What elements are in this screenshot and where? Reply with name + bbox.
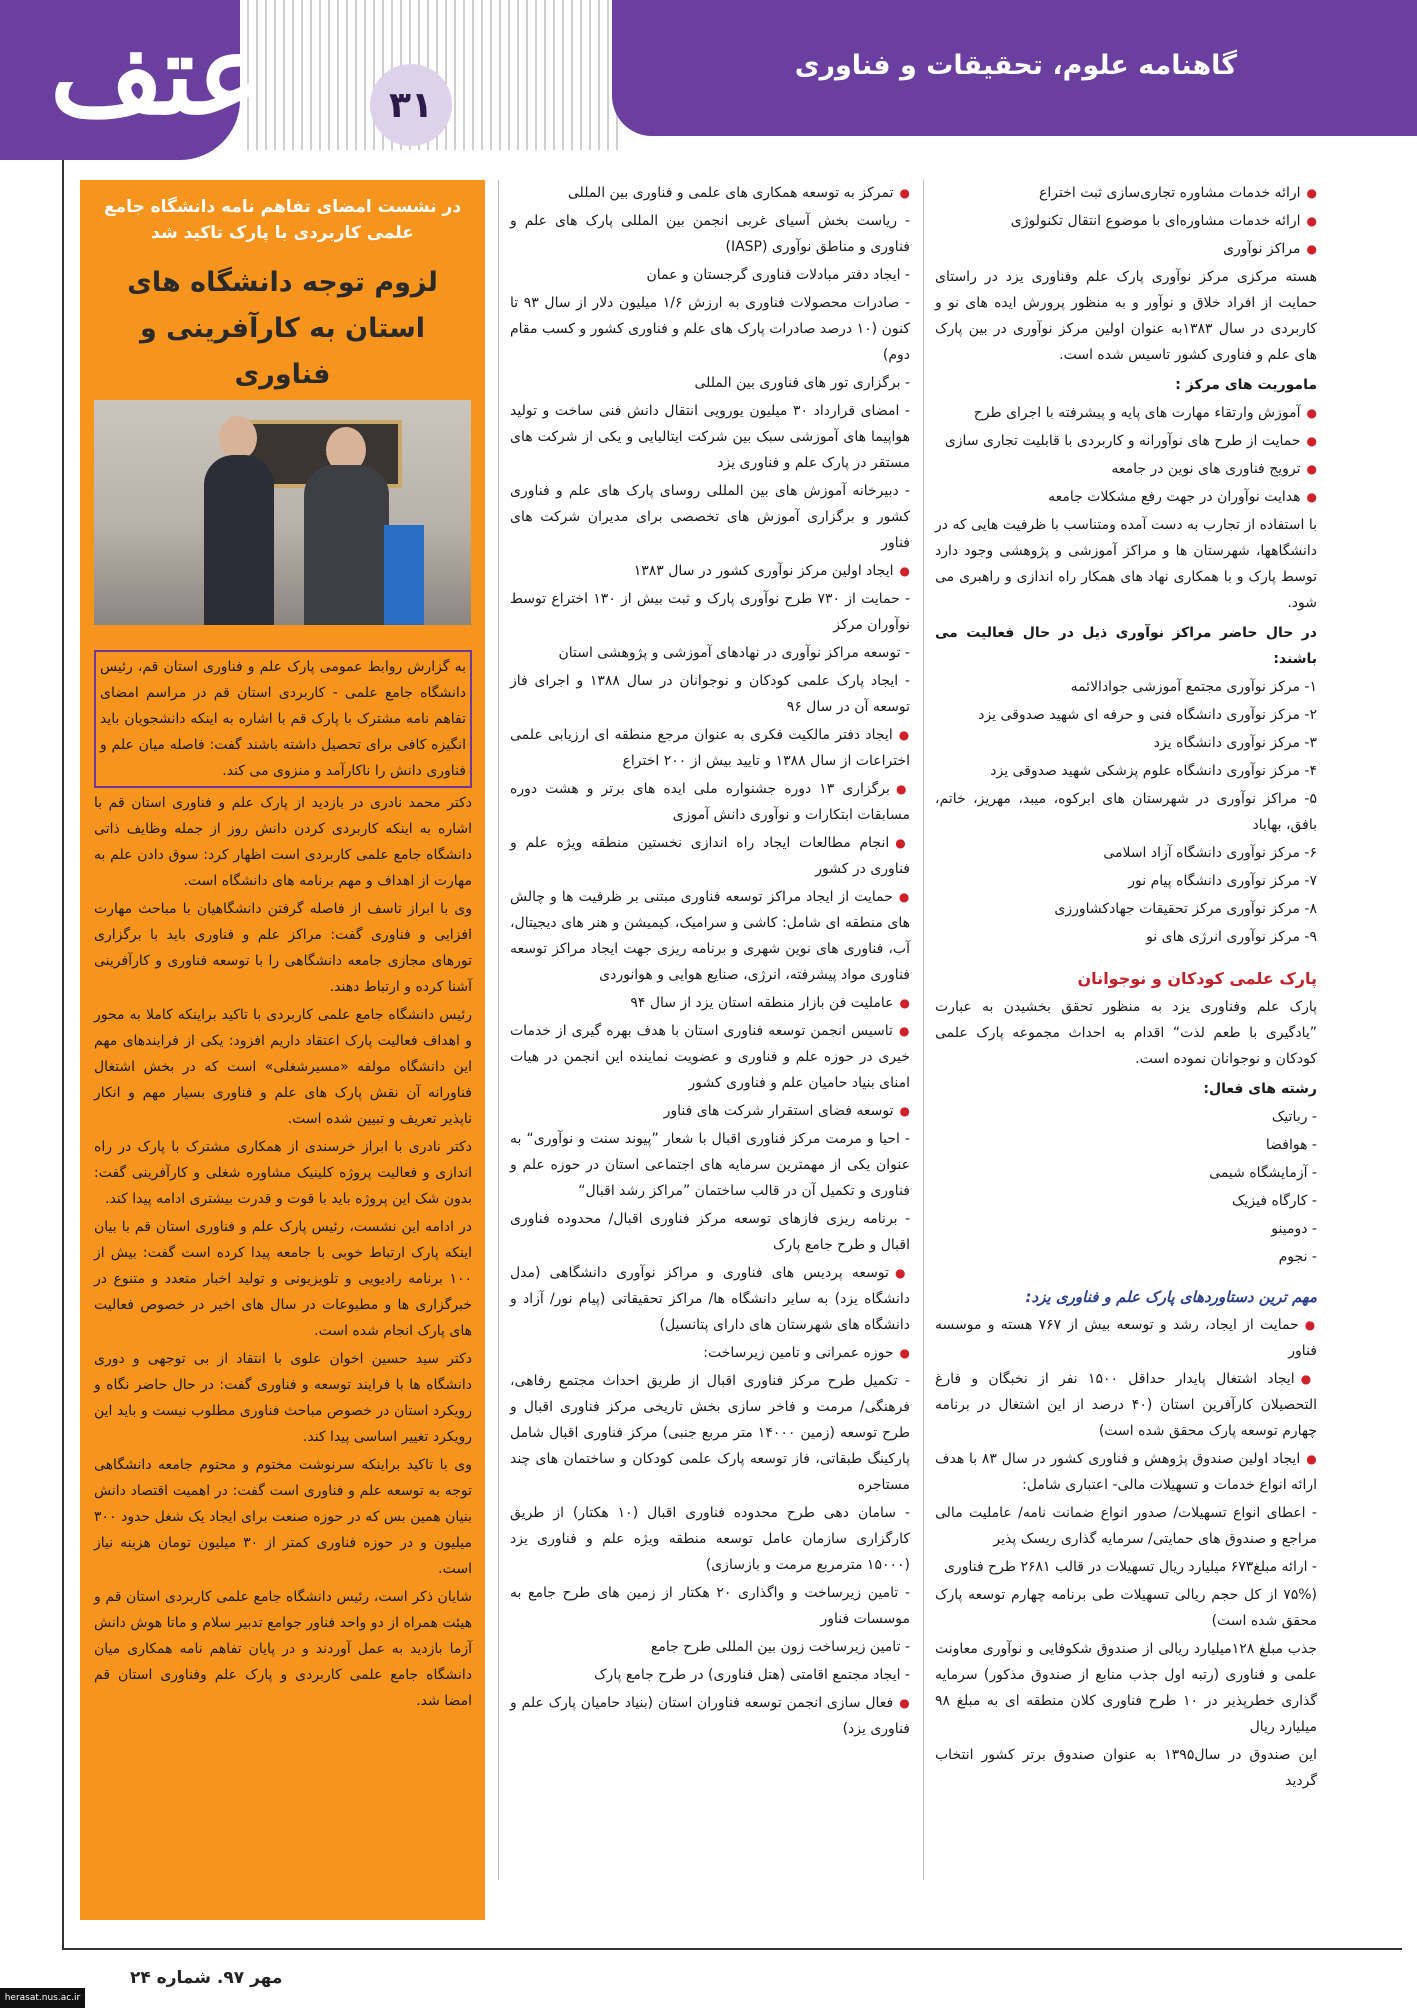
bullet-item: ● حمایت از طرح های نوآورانه و کاربردی با قابلیت تجاری سازی xyxy=(935,428,1317,454)
dash-item: - حمایت از ۷۳۰ طرح نوآوری پارک و ثبت بیش از ۱۳۰ اختراع توسط نوآوران مرکز xyxy=(510,586,910,638)
dash-item: - احیا و مرمت مرکز فناوری اقبال با شعار ”پیوند سنت و نوآوری“ به عنوان یکی از مهمترین سرمایه های اجتماعی استان در حوزه علم و فناوری و تکمیل آن در قالب ساختمان ”مراکز رشد اقبال“ xyxy=(510,1126,910,1204)
bullet-item: ● مراکز نوآوری xyxy=(935,236,1317,262)
bullet-item: ● عاملیت فن بازار منطقه استان یزد از سال ۹۴ xyxy=(510,990,910,1016)
paragraph: هسته مرکزی مرکز نوآوری پارک علم وفناوری یزد در راستای حمایت از افراد خلاق و نوآور و به منظور پرورش ایده های نو و کاربردی در سال ۱۳۸۳به عنوان اولین مرکز نوآوری در بین پارک های علم و فناوری کشور تاسیس شده است. xyxy=(935,269,1317,363)
dash-item: - دبیرخانه آموزش های بین المللی روسای پارک های علم و فناوری کشور و برگزاری آموزش های تخصصی برای مدیران شرکت های فناور xyxy=(510,478,910,556)
dash-item: - ایجاد مجتمع اقامتی (هتل فناوری) در طرح جامع پارک xyxy=(510,1662,910,1688)
paragraph: با استفاده از تجارب به دست آمده ومتناسب با ظرفیت هایی که در دانشگاهها، شهرستان ها و مراکز آموزشی و پژوهشی وجود دارد توسط پارک و با همکاری نهاد های همکار راه اندازی و راهبری می شود. xyxy=(935,517,1317,611)
bullet-item: ● ترویج فناوری های نوین در جامعه xyxy=(935,456,1317,482)
issue-footer: مهر ۹۷. شماره ۲۴ xyxy=(130,1968,283,1988)
photo-person xyxy=(304,465,389,625)
article-paragraph: رئیس دانشگاه جامع علمی کاربردی با تاکید براینکه کاملا به محور و اهداف فعالیت پارک اعتقاد داریم افزود: یکی از فرایندهای مهم این دانشگاه مولفه «مسیرشغلی» است که در بخش اشتغال فناورانه آن نقش پارک های علم و فناوری بسیار مهم و انکار ناپذیر تعریف و تبیین شده است. xyxy=(94,1007,472,1127)
bullet-item: ● توسعه پردیس های فناوری و مراکز نوآوری دانشگاهی (مدل دانشگاه یزد) به سایر دانشگاه ها/ مراکز تحقیقاتی (پیام نور/ آزاد و دانشگاه های شهرستان های دارای پتانسیل) xyxy=(510,1260,910,1338)
article-paragraph: دکتر نادری با ابراز خرسندی از همکاری مشترک با پارک در راه اندازی و فعالیت پروژه کلینیک مشاوره شغلی و کارآفرینی گفت: بدون شک این پروژه باید با قوت و قدرت بیشتری ادامه پیدا کند. xyxy=(94,1139,472,1207)
article-subtitle: در نشست امضای تفاهم نامه دانشگاه جامع علمی کاربردی با پارک تاکید شد xyxy=(103,197,462,243)
logo: عتف xyxy=(50,10,263,139)
article-photo xyxy=(94,400,471,625)
photo-person xyxy=(204,455,274,625)
bullet-item: ● ایجاد اولین صندوق پژوهش و فناوری کشور در سال ۸۳ با هدف ارائه انواع خدمات و تسهیلات مالی- اعتباری شامل: xyxy=(935,1446,1317,1498)
paragraph: ۹- مرکز نوآوری انرژی های نو xyxy=(1146,929,1317,945)
bullet-item: ● حمایت از ایجاد، رشد و توسعه بیش از ۷۶۷ هسته و موسسه فناور xyxy=(935,1312,1317,1364)
dash-item: - ارائه مبلغ۶۷۳ میلیارد ریال تسهیلات در قالب ۲۶۸۱ طرح فناوری xyxy=(935,1554,1317,1580)
dash-item: - رباتیک xyxy=(935,1104,1317,1130)
magazine-title: گاهنامه علوم، تحقیقات و فناوری xyxy=(794,50,1237,81)
magazine-header-band xyxy=(612,0,1417,136)
section-heading: پارک علمی کودکان و نوجوانان xyxy=(1077,969,1317,988)
dash-item: - ایجاد پارک علمی کودکان و نوجوانان در سال ۱۳۸۸ و اجرای فاز توسعه آن در سال ۹۶ xyxy=(510,668,910,720)
paragraph: جذب مبلغ ۱۲۸میلیارد ریالی از صندوق شکوفایی و نوآوری معاونت علمی و فناوری (رتبه اول جذب منابع از صندوق مذکور) سرمایه گذاری خطرپذیر در ۱۰ طرح فناوری کلان منطقه ای به مبلغ ۹۸ میلیارد ریال xyxy=(935,1641,1317,1735)
paragraph: (۷۵% از کل حجم ریالی تسهیلات طی برنامه چهارم توسعه پارک محقق شده است) xyxy=(935,1587,1317,1629)
dash-item: - برنامه ریزی فازهای توسعه مرکز فناوری اقبال/ محدوده فناوری اقبال و طرح جامع پارک xyxy=(510,1206,910,1258)
bullet-item: ● انجام مطالعات ایجاد راه اندازی نخستین منطقه ویژه علم و فناوری در کشور xyxy=(510,830,910,882)
dash-item: - صادرات محصولات فناوری به ارزش ۱/۶ میلیون دلار از سال ۹۳ تا کنون (۱۰ درصد صادرات پارک های علم و فناوری کشور و کسب مقام دوم) xyxy=(510,290,910,368)
column-divider-2 xyxy=(498,180,499,1880)
dash-item: - اعطای انواع تسهیلات/ صدور انواع ضمانت نامه/ عاملیت مالی مراجع و صندوق های حمایتی/ سرمایه گذاری ریسک پذیر xyxy=(935,1500,1317,1552)
section-heading: در حال حاضر مراکز نوآوری ذیل در حال فعالیت می باشند: xyxy=(935,625,1317,667)
bullet-item: ● ارائه خدمات مشاوره تجاری‌سازی ثبت اختراع xyxy=(935,180,1317,206)
dash-item: - تکمیل طرح مرکز فناوری اقبال از طریق احداث مجتمع رفاهی، فرهنگی/ مرمت و فاخر سازی بخش تاریخی مرکز فناوری اقبال و طرح توسعه (زمین ۱۴۰۰۰ متر مربع جنبی) مرکز فناوری اقبال شامل پارکینگ طبقاتی، فاز توسعه پارک علمی کودکان و ساختمان های چند مستاجره xyxy=(510,1368,910,1498)
bullet-item: ● ارائه خدمات مشاوره‌ای با موضوع انتقال تکنولوژی xyxy=(935,208,1317,234)
article-paragraph: شایان ذکر است، رئیس دانشگاه جامع علمی کاربردی استان قم و هیئت همراه از دو واحد فناور جوامع تدبیر سلام و ماتا هوش دانش آزما بازدید به عمل آوردند و در پایان تفاهم نامه همکاری میان دانشگاه جامع علمی کاربردی و پارک علم وفناوری استان قم امضا شد. xyxy=(94,1589,472,1709)
article-headline: لزوم توجه دانشگاه های استان به کارآفرینی و فناوری xyxy=(127,267,438,390)
dash-item: - برگزاری تور های فناوری بین المللی xyxy=(510,370,910,396)
dash-item: - نجوم xyxy=(935,1244,1317,1270)
bullet-item: ● فعال سازی انجمن توسعه فناوران استان (بنیاد حامیان پارک علم و فناوری یزد) xyxy=(510,1690,910,1742)
column-middle xyxy=(510,180,910,1744)
article-paragraph: در ادامه این نشست، رئیس پارک علم و فناوری استان قم با بیان اینکه پارک ارتباط خوبی با جامعه پیدا کرده است گفت: بیش از ۱۰۰ برنامه رادیویی و تلویزیونی و تولید اخبار متعدد و متنوع در خبرگزاری ها و مطبوعات در سال های اخیر در خصوص فعالیت های پارک انجام شده است. xyxy=(94,1219,472,1339)
photo-banner xyxy=(384,525,424,625)
watermark: herasat.nus.ac.ir xyxy=(0,1988,85,2008)
paragraph: ۲- مرکز نوآوری دانشگاه فنی و حرفه ای شهید صدوقی یزد xyxy=(978,707,1317,723)
dash-item: - امضای قرارداد ۳۰ میلیون یورویی انتقال دانش فنی ساخت و تولید هواپیما های آموزشی سبک بین شرکت ایتالیایی و یکی از شرکت های مستقر در پارک علم و فناوری یزد xyxy=(510,398,910,476)
paragraph: ۶- مرکز نوآوری دانشگاه آزاد اسلامی xyxy=(1103,845,1317,861)
dash-item: - سامان دهی طرح محدوده فناوری اقبال (۱۰ هکتار) از طریق کارگزاری سازمان عامل توسعه منطقه ویژه علم و فناوری یزد (۱۵۰۰۰ مترمربع مرمت و بازسازی) xyxy=(510,1500,910,1578)
section-heading: مهم ترین دستاوردهای پارک علم و فناوری یزد: xyxy=(1025,1288,1317,1306)
paragraph: ۷- مرکز نوآوری دانشگاه پیام نور xyxy=(1128,873,1317,889)
dash-item: - دومینو xyxy=(935,1216,1317,1242)
article-paragraph: دکتر سید حسین اخوان علوی با انتقاد از بی توجهی و دوری دانشگاه ها با فرایند توسعه و فناوری گفت: در حال حاضر نگاه و رویکرد استان در خصوص مباحث فناوری مطلوب نیست و باید این رویکرد تغییر اساسی پیدا کند. xyxy=(94,1351,472,1445)
article-box xyxy=(80,180,485,1920)
bullet-item: ● هدایت نوآوران در جهت رفع مشکلات جامعه xyxy=(935,484,1317,510)
paragraph: ۸- مرکز نوآوری مرکز تحقیقات جهادکشاورزی xyxy=(1054,901,1317,917)
bullet-item: ● تمرکز به توسعه همکاری های علمی و فناوری بین المللی xyxy=(510,180,910,206)
paragraph: این صندوق در سال۱۳۹۵ به عنوان صندوق برتر کشور انتخاب گردید xyxy=(935,1747,1317,1789)
bullet-item: ● برگزاری ۱۳ دوره جشنواره ملی ایده های برتر و هشت دوره مسابقات ابتکارات و نوآوری دانش آموزی xyxy=(510,776,910,828)
bullet-item: ● آموزش وارتقاء مهارت های پایه و پیشرفته با اجرای طرح xyxy=(935,400,1317,426)
article-lead: به گزارش روابط عمومی پارک علم و فناوری استان قم، رئیس دانشگاه جامع علمی - کاربردی استان قم در مراسم امضای تفاهم نامه مشترک با پارک قم با اشاره به اینکه دانشجویان باید انگیزه کافی برای تحصیل داشته باشند گفت: فاصله میان علم و فناوری دانش را ناکارآمد و منزوی می کند. xyxy=(94,650,472,788)
paragraph: ۱- مرکز نوآوری مجتمع آموزشی جوادالائمه xyxy=(1070,679,1317,695)
frame-left xyxy=(62,160,64,1950)
column-divider-1 xyxy=(923,180,924,1880)
section-heading: ماموریت های مرکز : xyxy=(1175,377,1317,393)
dash-item: - ریاست بخش آسیای غربی انجمن بین المللی پارک های علم و فناوری و مناطق نوآوری (IASP) xyxy=(510,208,910,260)
dash-item: - کارگاه فیزیک xyxy=(935,1188,1317,1214)
article-paragraph: وی با ابراز تاسف از فاصله گرفتن دانشگاهیان با مباحث مهارت افزایی و فناوری گفت: مراکز علم و فناوری باید با برگزاری تورهای مجازی جامعه دانشگاهی را با توسعه فناوری و کارآفرینی آشنا کرده و ارتباط دهند. xyxy=(94,901,472,995)
dash-item: - آزمایشگاه شیمی xyxy=(935,1160,1317,1186)
article-paragraph: دکتر محمد نادری در بازدید از پارک علم و فناوری استان قم با اشاره به اینکه کاربردی کردن دانش روز از جمله وظایف ذاتی دانشگاه جامع علمی کاربردی است اظهار کرد: سوق دادن علم به مهارت از اهداف و مهم برنامه های دانشگاه است. xyxy=(94,795,472,889)
bullet-item: ● حوزه عمرانی و تامین زیرساخت: xyxy=(510,1340,910,1366)
article-paragraph: وی با تاکید براینکه سرنوشت مختوم و محتوم جامعه دانشگاهی توجه به توسعه علم و فناوری است گفت: در اهمیت اقتصاد دانش بنیان همین بس که در حوزه صنعت برای ایجاد یک شغل حدود ۳۰۰ میلیون و در حوزه فناوری کمتر از ۳۰ میلیون تومان هزینه نیاز است. xyxy=(94,1457,472,1577)
photo-person-head xyxy=(219,416,257,460)
page-number: ۳۱ xyxy=(370,64,452,146)
frame-bottom xyxy=(62,1948,1402,1950)
bullet-item: ● حمایت از ایجاد مراکز توسعه فناوری مبتنی بر ظرفیت ها و چالش های منطقه ای شامل: کاشی و سرامیک، کیمیشن و هنر های دیجیتال، آب، فناوری های نوین شهری و برنامه ریزی جهت ایجاد مراکز توسعه فناوری مواد پیشرفته، انرژی، صنایع هوایی و هوانوردی xyxy=(510,884,910,988)
paragraph: پارک علم وفناوری یزد به منظور تحقق بخشیدن به عبارت ”یادگیری با طعم لذت“ اقدام به احداث مجموعه پارک علمی کودکان و نوجوانان نموده است. xyxy=(935,999,1317,1067)
dash-item: - هوافضا xyxy=(935,1132,1317,1158)
bullet-item: ● توسعه فضای استقرار شرکت های فناور xyxy=(510,1098,910,1124)
bullet-item: ● ایجاد دفتر مالکیت فکری به عنوان مرجع منطقه ای ارزیابی علمی اختراعات از سال ۱۳۸۸ و تایید بیش از ۲۰۰ اختراع xyxy=(510,722,910,774)
column-right xyxy=(935,180,1317,1796)
dash-item: - تامین زیرساخت زون بین المللی طرح جامع xyxy=(510,1634,910,1660)
bullet-item: ● ایجاد اشتغال پایدار حداقل ۱۵۰۰ نفر از نخبگان و فارغ التحصیلان کارآفرین استان (۴۰ درصد از این اشتغال در برنامه چهارم توسعه پارک محقق شده است) xyxy=(935,1366,1317,1444)
paragraph: ۴- مرکز نوآوری دانشگاه علوم پزشکی شهید صدوقی یزد xyxy=(990,763,1317,779)
dash-item: - ایجاد دفتر مبادلات فناوری گرجستان و عمان xyxy=(510,262,910,288)
dash-item: - تامین زیرساخت و واگذاری ۲۰ هکتار از زمین های طرح جامع به موسسات فناور xyxy=(510,1580,910,1632)
dash-item: - توسعه مراکز نوآوری در نهادهای آموزشی و پژوهشی استان xyxy=(510,640,910,666)
article-body xyxy=(94,650,472,1716)
logo-block xyxy=(0,0,263,160)
bullet-item: ● ایجاد اولین مرکز نوآوری کشور در سال ۱۳۸۳ xyxy=(510,558,910,584)
section-heading: رشته های فعال: xyxy=(1203,1081,1317,1097)
paragraph: ۵- مراکز نوآوری در شهرستان های ابرکوه، میبد، مهریز، خاتم، بافق، بهاباد xyxy=(935,791,1317,833)
paragraph: ۳- مرکز نوآوری دانشگاه یزد xyxy=(1153,735,1317,751)
bullet-item: ● تاسیس انجمن توسعه فناوری استان با هدف بهره گیری از خدمات خیری در حوزه علم و فناوری و عضویت نماینده این انجمن در هیات امنای بنیاد حامیان علم و فناوری کشور xyxy=(510,1018,910,1096)
